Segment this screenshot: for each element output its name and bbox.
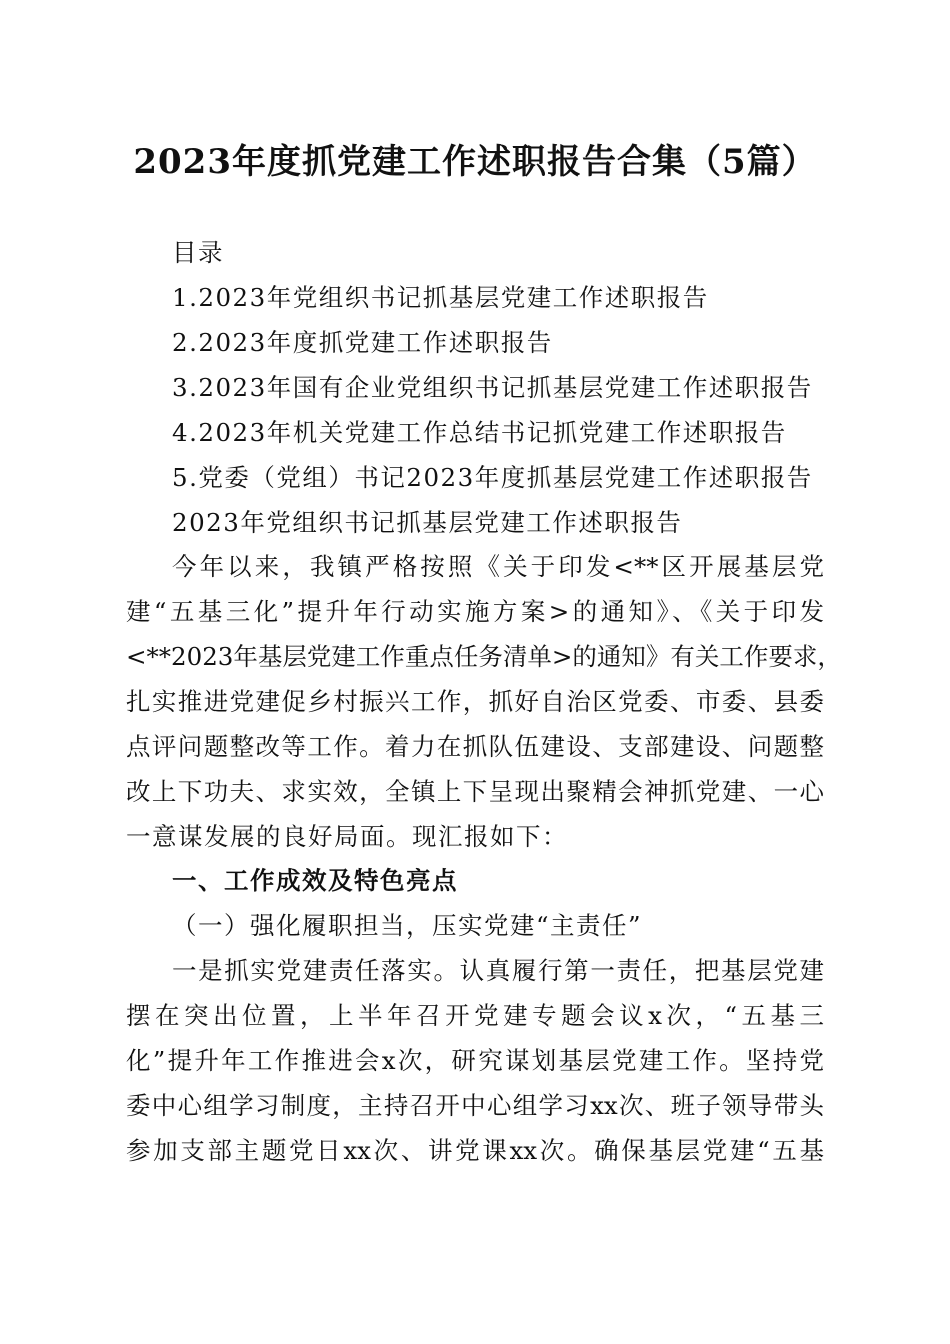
toc-item: 4.2023年机关党建工作总结书记抓党建工作述职报告 [172,418,787,447]
toc-item: 3.2023年国有企业党组织书记抓基层党建工作述职报告 [172,373,813,402]
intro-paragraph-line: 点评问题整改等工作。着力在抓队伍建设、支部建设、问题整 [126,732,824,761]
intro-paragraph-line: <**2023年基层党建工作重点任务清单>的通知》有关工作要求， [126,642,842,671]
heading-level-1: 一、工作成效及特色亮点 [172,866,458,895]
toc-heading: 目录 [172,238,224,267]
body-paragraph-line: 参加支部主题党日xx次、讲党课xx次。确保基层党建“五基 [126,1136,824,1165]
intro-paragraph-line: 改上下功夫、求实效，全镇上下呈现出聚精会神抓党建、一心 [126,777,824,806]
body-paragraph-line: 一是抓实党建责任落实。认真履行第一责任，把基层党建 [172,956,824,985]
body-paragraph-line: 摆在突出位置，上半年召开党建专题会议x次，“五基三 [126,1001,824,1030]
toc-item: 2.2023年度抓党建工作述职报告 [172,328,553,357]
section-title: 2023年党组织书记抓基层党建工作述职报告 [172,508,683,537]
intro-paragraph-line: 今年以来，我镇严格按照《关于印发<**区开展基层党 [172,552,824,581]
intro-paragraph-line: 扎实推进党建促乡村振兴工作，抓好自治区党委、市委、县委 [126,687,824,716]
toc-item: 1.2023年党组织书记抓基层党建工作述职报告 [172,283,709,312]
body-paragraph-line: 委中心组学习制度，主持召开中心组学习xx次、班子领导带头 [126,1091,824,1120]
document-title: 2023年度抓党建工作述职报告合集（5篇） [133,142,817,182]
intro-paragraph-line: 建“五基三化”提升年行动实施方案>的通知》、《关于印发 [126,597,824,626]
body-paragraph-line: 化”提升年工作推进会x次，研究谋划基层党建工作。坚持党 [126,1046,824,1075]
toc-item: 5.党委（党组）书记2023年度抓基层党建工作述职报告 [172,463,813,492]
intro-paragraph-line: 一意谋发展的良好局面。现汇报如下： [126,822,568,851]
heading-level-2: （一）强化履职担当，压实党建“主责任” [172,911,643,940]
